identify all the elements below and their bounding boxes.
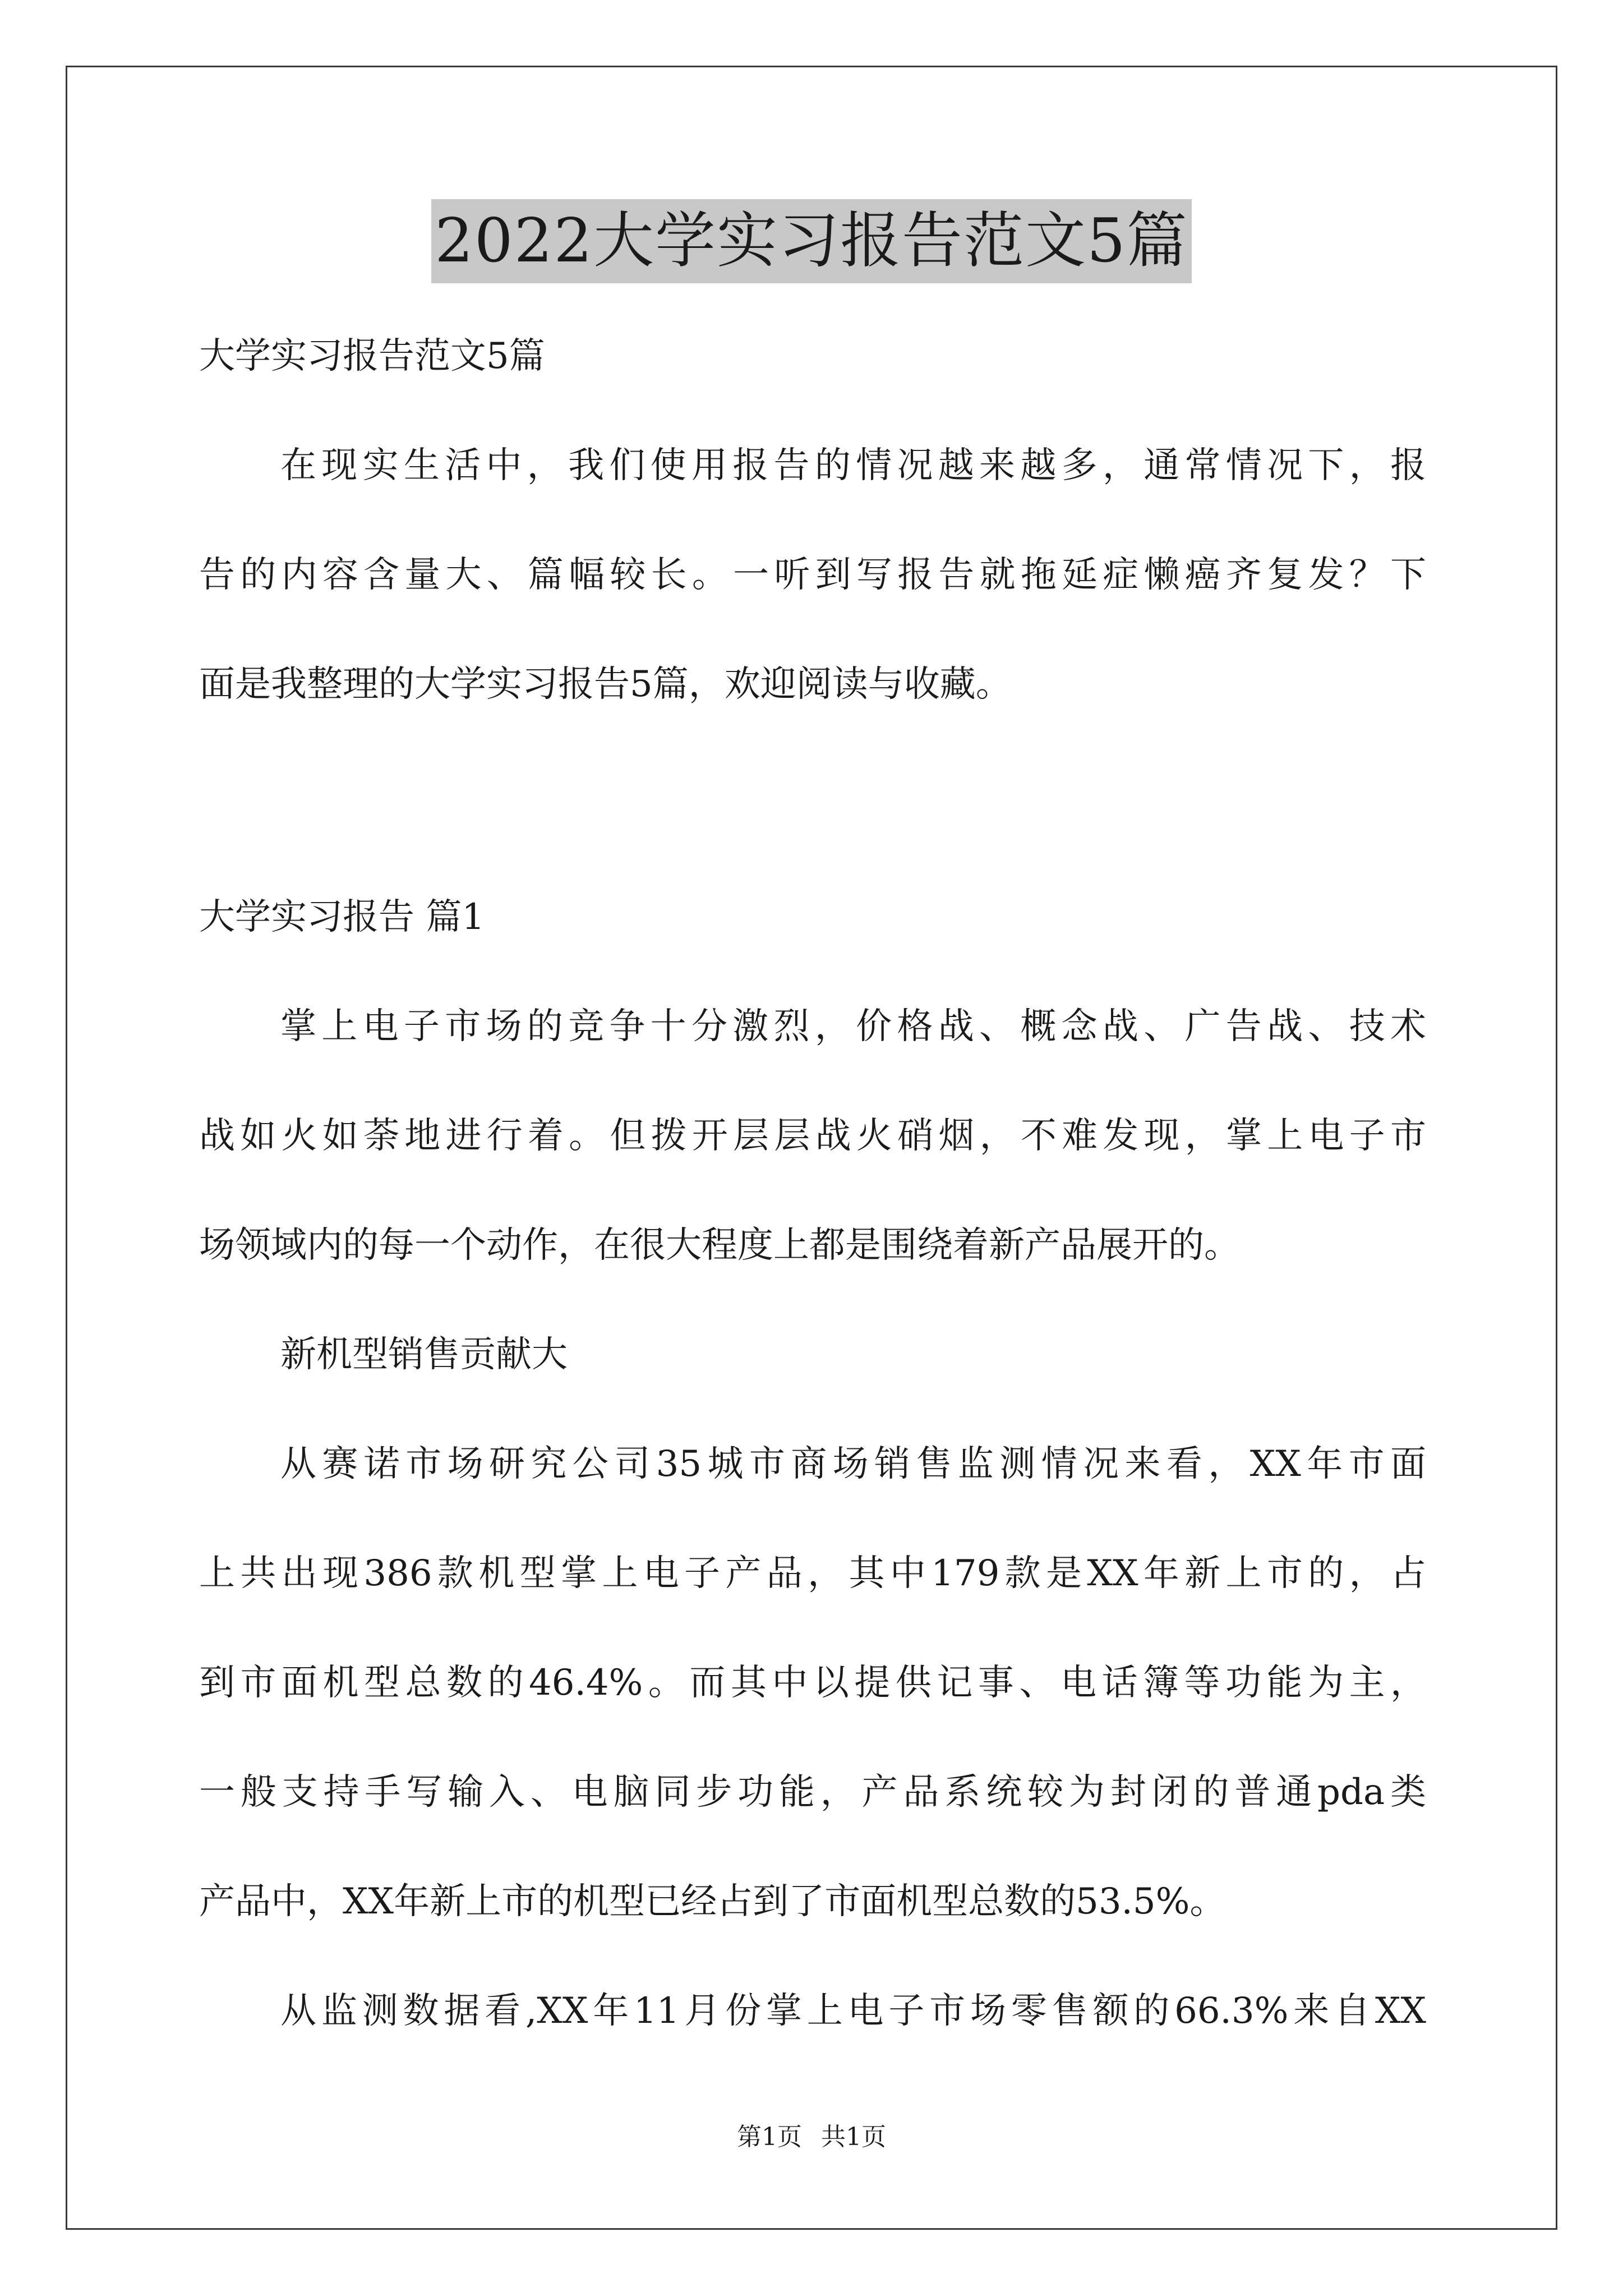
intro-line-1: 在现实生活中，我们使用报告的情况越来越多，通常情况下，报: [280, 445, 1426, 486]
para3-line-1: 从监测数据看,XX年11月份掌上电子市场零售额的66.3%来自XX: [280, 1990, 1426, 2032]
para2-line-5: 产品中，XX年新上市的机型已经占到了市面机型总数的53.5%。: [199, 1881, 1226, 1922]
title-container: [0, 199, 1623, 283]
para1-line-2: 战如火如荼地进行着。但拨开层层战火硝烟，不难发现，掌上电子市: [199, 1115, 1426, 1157]
para2-line-3: 到市面机型总数的46.4%。而其中以提供记事、电话簿等功能为主，: [199, 1662, 1426, 1704]
page-total: 共1页: [821, 2123, 886, 2151]
para2-line-2: 上共出现386款机型掌上电子产品，其中179款是XX年新上市的，占: [199, 1553, 1426, 1594]
section-heading: 大学实习报告 篇1: [199, 896, 485, 938]
intro-line-3: 面是我整理的大学实习报告5篇，欢迎阅读与收藏。: [199, 664, 1012, 705]
page-footer: [0, 2120, 1623, 2154]
document-title: 2022大学实习报告范文5篇: [431, 199, 1192, 283]
subtitle-line: 大学实习报告范文5篇: [199, 335, 545, 377]
para2-line-4: 一般支持手写输入、电脑同步功能，产品系统较为封闭的普通pda类: [199, 1772, 1426, 1813]
para1-line-1: 掌上电子市场的竞争十分激烈，价格战、概念战、广告战、技术: [280, 1006, 1426, 1047]
subheading-line: 新机型销售贡献大: [280, 1334, 568, 1375]
para2-line-1: 从赛诺市场研究公司35城市商场销售监测情况来看，XX年市面: [280, 1443, 1426, 1485]
page-number: 第1页: [737, 2123, 802, 2151]
para1-line-3: 场领域内的每一个动作，在很大程度上都是围绕着新产品展开的。: [199, 1225, 1240, 1266]
intro-line-2: 告的内容含量大、篇幅较长。一听到写报告就拖延症懒癌齐复发？下: [199, 554, 1426, 596]
